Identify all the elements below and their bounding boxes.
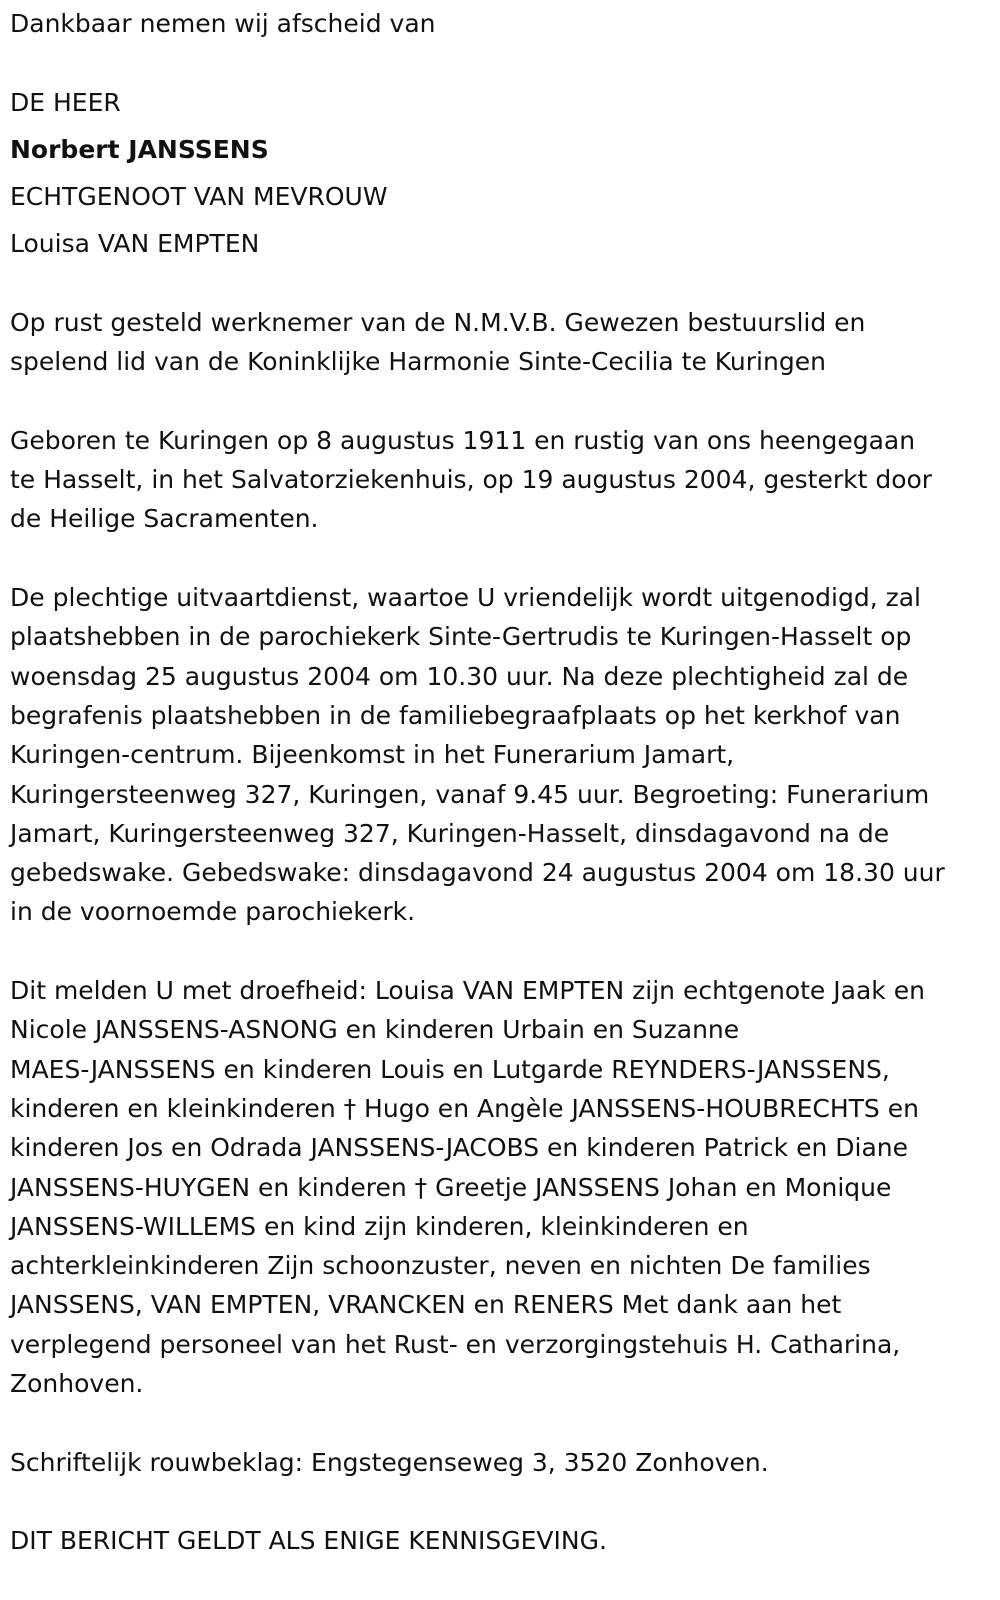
intro-line [10, 4, 436, 44]
condolence-address [10, 1443, 945, 1482]
text-line: achterkleinkinderen Zijn schoonzuster, neven en nichten De families [10, 1251, 871, 1281]
text-line: plaatshebben in de parochiekerk Sinte-Gertrudis te Kuringen-Hasselt op [10, 622, 912, 652]
text-line: Jamart, Kuringersteenweg 327, Kuringen-Hasselt, dinsdagavond na de [10, 818, 890, 848]
text-line: JANSSENS-HUYGEN en kinderen † Greetje JANSSENS Johan en Monique [10, 1172, 892, 1202]
text-line: Kuringen-centrum. Bijeenkomst in het Funerarium Jamart, [10, 740, 735, 770]
text-line: Schriftelijk rouwbeklag: Engstegenseweg 3, 3520 Zonhoven. [10, 1447, 769, 1477]
family-paragraph [10, 971, 945, 1403]
text-line: woensdag 25 augustus 2004 om 10.30 uur. Na deze plechtigheid zal de [10, 661, 909, 691]
text-line: gebedswake. Gebedswake: dinsdagavond 24 augustus 2004 om 18.30 uur [10, 858, 945, 888]
spouse-name: Louisa VAN EMPTEN [10, 229, 260, 258]
deceased-name: Norbert JANSSENS [10, 135, 269, 164]
text-line: de Heilige Sacramenten. [10, 504, 319, 534]
text-line: Nicole JANSSENS-ASNONG en kinderen Urbain en Suzanne [10, 1015, 740, 1045]
text-line: kinderen en kleinkinderen † Hugo en Angèle JANSSENS-HOUBRECHTS en [10, 1093, 919, 1123]
text-line: kinderen Jos en Odrada JANSSENS-JACOBS en kinderen Patrick en Diane [10, 1133, 908, 1163]
honorific: DE HEER [10, 88, 121, 117]
text-line: Kuringersteenweg 327, Kuringen, vanaf 9.45 uur. Begroeting: Funerarium [10, 779, 930, 809]
text-line: JANSSENS, VAN EMPTEN, VRANCKEN en RENERS Met dank aan het [10, 1290, 842, 1320]
career-paragraph [10, 303, 945, 382]
text-line: JANSSENS-WILLEMS en kind zijn kinderen, kleinkinderen en [10, 1211, 749, 1241]
intro-text: Dankbaar nemen wij afscheid van [10, 9, 436, 38]
text-line: begrafenis plaatshebben in de familiebegraafplaats op het kerkhof van [10, 700, 901, 730]
text-line: spelend lid van de Koninklijke Harmonie Sinte-Cecilia te Kuringen [10, 347, 826, 377]
text-line: DIT BERICHT GELDT ALS ENIGE KENNISGEVING. [10, 1526, 607, 1556]
announcement-body [10, 303, 945, 1600]
birth-death-paragraph [10, 421, 945, 539]
deceased-header [10, 79, 388, 267]
text-line: in de voornoemde parochiekerk. [10, 897, 416, 927]
text-line: Dit melden U met droefheid: Louisa VAN EMPTEN zijn echtgenote Jaak en [10, 976, 925, 1006]
notice-statement [10, 1521, 945, 1560]
text-line: Zonhoven. [10, 1369, 144, 1399]
relation: ECHTGENOOT VAN MEVROUW [10, 182, 388, 211]
text-line: MAES-JANSSENS en kinderen Louis en Lutgarde REYNDERS-JANSSENS, [10, 1054, 890, 1084]
text-line: De plechtige uitvaartdienst, waartoe U vriendelijk wordt uitgenodigd, zal [10, 583, 921, 613]
funeral-paragraph [10, 578, 945, 932]
text-line: Op rust gesteld werknemer van de N.M.V.B. Gewezen bestuurslid en [10, 308, 866, 337]
text-line: verplegend personeel van het Rust- en verzorgingstehuis H. Catharina, [10, 1329, 901, 1359]
text-line: te Hasselt, in het Salvatorziekenhuis, op 19 augustus 2004, gesterkt door [10, 465, 933, 495]
text-line: Geboren te Kuringen op 8 augustus 1911 en rustig van ons heengegaan [10, 425, 916, 455]
